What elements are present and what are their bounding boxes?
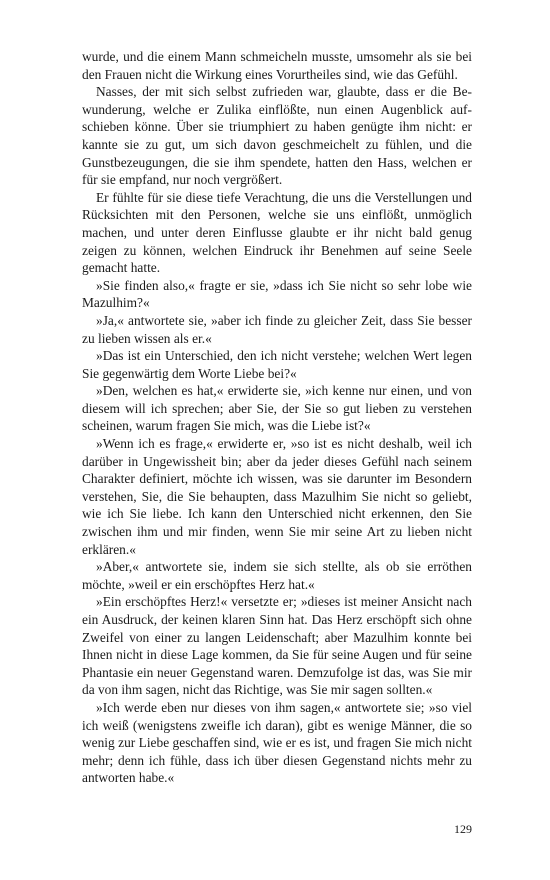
paragraph-3: Er fühlte für sie diese tiefe Verachtung, die uns die Verstellungen und Rücksichten mit den Personen, welche sie uns einflößt, unmöglich machen, und unter deren Einflusse glaubte er ihr nicht bald genug zeigen zu können, welchen Eindruck ihr Benehmen auf seine Seele gemacht hatte.	[82, 189, 472, 276]
paragraph-5: »Ja,« antwortete sie, »aber ich finde zu gleicher Zeit, dass Sie besser zu lieben wissen als er.«	[82, 312, 472, 346]
paragraph-8: »Wenn ich es frage,« erwiderte er, »so ist es nicht deshalb, weil ich darüber in Ungewissheit bin; aber da jeder dieses Gefühl nach seinem Charakter definiert, möchte ich wissen, was sie darunter im Besondern verstehen, Sie, die Sie behaupten, dass Mazulhim Sie nicht so geliebt, wie ich Sie liebe. Ich kann den Unterschied nicht erkennen, den Sie zwischen ihm und mir finden, wenn Sie mir seine Art zu lieben nicht erklären.«	[82, 436, 472, 557]
page-number: 129	[454, 822, 472, 836]
paragraph-11: »Ich werde eben nur dieses von ihm sagen,« antwortete sie; »so viel ich weiß (wenigstens zweifle ich daran), gibt es wenige Männer, die so wenig zur Liebe geschaffen sind, wie er es ist, und fragen Sie mich nicht mehr; denn ich fühle, dass ich über diesen Gegenstand nichts mehr zu antworten habe.«	[82, 699, 472, 786]
book-page	[82, 48, 472, 787]
paragraph-4: »Sie finden also,« fragte er sie, »dass ich Sie nicht so sehr lobe wie Mazulhim?«	[82, 277, 472, 311]
paragraph-10: »Ein erschöpftes Herz!« versetzte er; »dieses ist meiner Ansicht nach ein Ausdruck, der keinen klaren Sinn hat. Das Herz erschöpft sich ohne Zweifel von einer zu langen Leidenschaft; aber Mazulhim konnte bei Ihnen nicht in diese Lage kommen, da Sie für seine Augen und für seine Phantasie ein neuer Gegenstand waren. Demzufolge ist das, was Sie mir da von ihm sagen, nicht das Richtige, was Sie mir sagen sollten.«	[82, 594, 472, 698]
paragraph-9: »Aber,« antwortete sie, indem sie sich stellte, als ob sie erröthen möchte, »weil er ein erschöpftes Herz hat.«	[82, 559, 472, 592]
paragraph-1: wurde, und die einem Mann schmeicheln musste, umsomehr als sie bei den Frauen nicht die Wirkung eines Vorurtheiles sind, wie das Gefühl.	[82, 49, 472, 82]
paragraph-6: »Das ist ein Unterschied, den ich nicht verstehe; welchen Wert legen Sie gegenwärtig dem Worte Liebe bei?«	[82, 348, 472, 381]
paragraph-7: »Den, welchen es hat,« erwiderte sie, »ich kenne nur einen, und von diesem will ich sprechen; aber Sie, der Sie so gut lieben zu verstehen scheinen, warum fragen Sie mich, was die Liebe ist?«	[82, 383, 472, 434]
paragraph-2: Nasses, der mit sich selbst zufrieden war, glaubte, dass er die Bewunderung, welche er Zulika einflößte, nun einen Augenblick aufschieben könne. Über sie triumphiert zu haben genügte ihm nicht: er kannte sie zu gut, um sich davon geschmeichelt zu fühlen, und die Gunstbezeugungen, die sie ihm spendete, hatten den Hass, welchen er für sie empfand, nur noch vergrößert.	[82, 84, 472, 188]
body-text	[82, 48, 472, 787]
